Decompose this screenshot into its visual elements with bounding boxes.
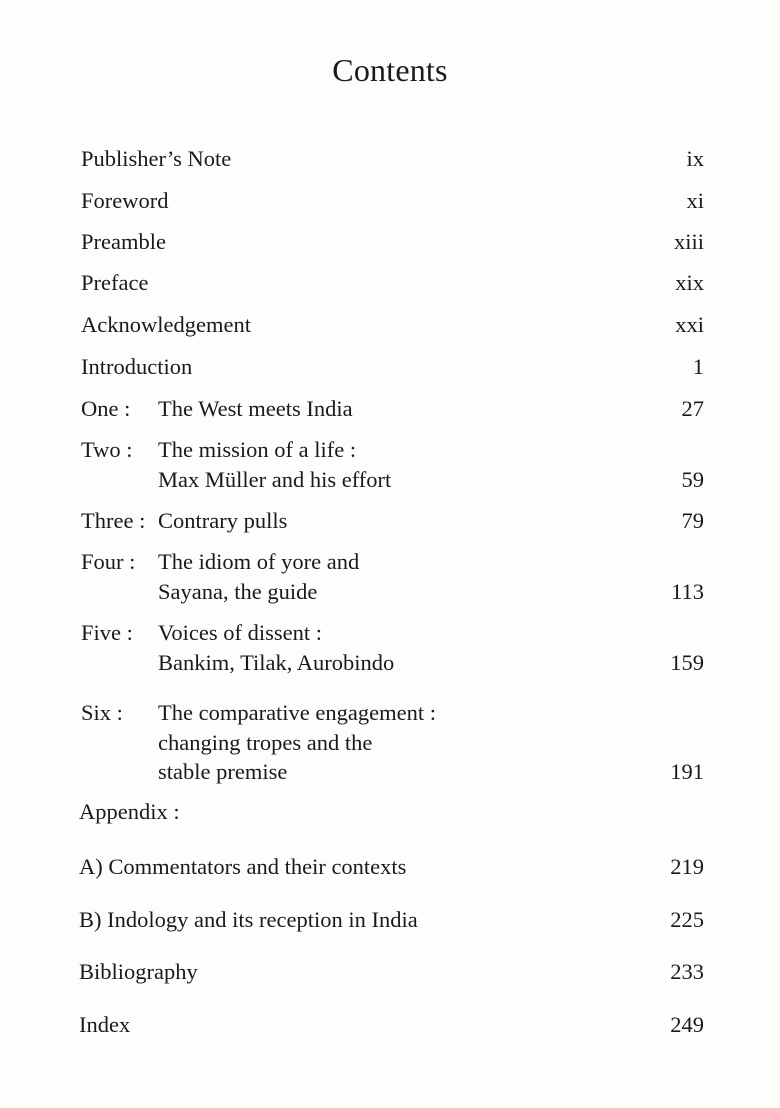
chapter-title-line: The West meets India <box>158 396 353 421</box>
toc-entry-page: 249 <box>670 1012 704 1037</box>
chapter-label: One : <box>81 396 131 421</box>
toc-entry-page: 59 <box>681 467 704 492</box>
chapter-label: Four : <box>81 549 136 574</box>
chapter-title-line: The comparative engagement : <box>158 700 436 725</box>
toc-entry-title: B) Indology and its reception in India <box>79 907 418 932</box>
chapter-title-line: changing tropes and the <box>158 730 373 755</box>
chapter-title-line: Sayana, the guide <box>158 579 318 604</box>
toc-entry-page: 219 <box>670 854 704 879</box>
toc-entry-page: 233 <box>670 959 704 984</box>
page-title: Contents <box>332 52 448 88</box>
chapter-label: Six : <box>81 700 123 725</box>
toc-entry-page: 159 <box>670 650 704 675</box>
toc-entry-page: xxi <box>675 312 704 337</box>
toc-entry-page: 27 <box>681 396 704 421</box>
toc-entry-page: 191 <box>670 759 704 784</box>
chapter-title-line: The mission of a life : <box>158 437 357 462</box>
toc-entry-page: 1 <box>692 354 704 379</box>
toc-entry-title: Publisher’s Note <box>81 146 232 171</box>
toc-entry-title: Index <box>79 1012 131 1037</box>
toc-entry-page: 113 <box>671 579 704 604</box>
toc-entry-title: Foreword <box>81 188 169 213</box>
toc-entry-title: Preface <box>81 270 149 295</box>
toc-entry-title: Introduction <box>81 354 193 379</box>
toc-entry-page: 225 <box>670 907 704 932</box>
toc-entry-page: xi <box>686 188 704 213</box>
chapter-title-line: stable premise <box>158 759 288 784</box>
chapter-title-line: Max Müller and his effort <box>158 467 392 492</box>
toc-entry-page: 79 <box>681 508 704 533</box>
chapter-label: Three : <box>81 508 146 533</box>
toc-entry-title: Acknowledgement <box>81 312 251 337</box>
chapter-title-line: The idiom of yore and <box>158 549 360 574</box>
chapter-title-line: Voices of dissent : <box>158 620 322 645</box>
toc-entry-page: xiii <box>673 229 704 254</box>
chapter-label: Two : <box>81 437 133 462</box>
toc-entry-title: Bibliography <box>79 959 198 984</box>
appendix-heading: Appendix : <box>79 799 180 824</box>
chapter-title-line: Contrary pulls <box>158 508 288 533</box>
toc-entry-page: ix <box>686 146 704 171</box>
toc-entry-page: xix <box>675 270 704 295</box>
chapter-title-line: Bankim, Tilak, Aurobindo <box>158 650 395 675</box>
toc-entry-title: A) Commentators and their contexts <box>79 854 407 879</box>
toc-entry-title: Preamble <box>81 229 166 254</box>
chapter-label: Five : <box>81 620 133 645</box>
